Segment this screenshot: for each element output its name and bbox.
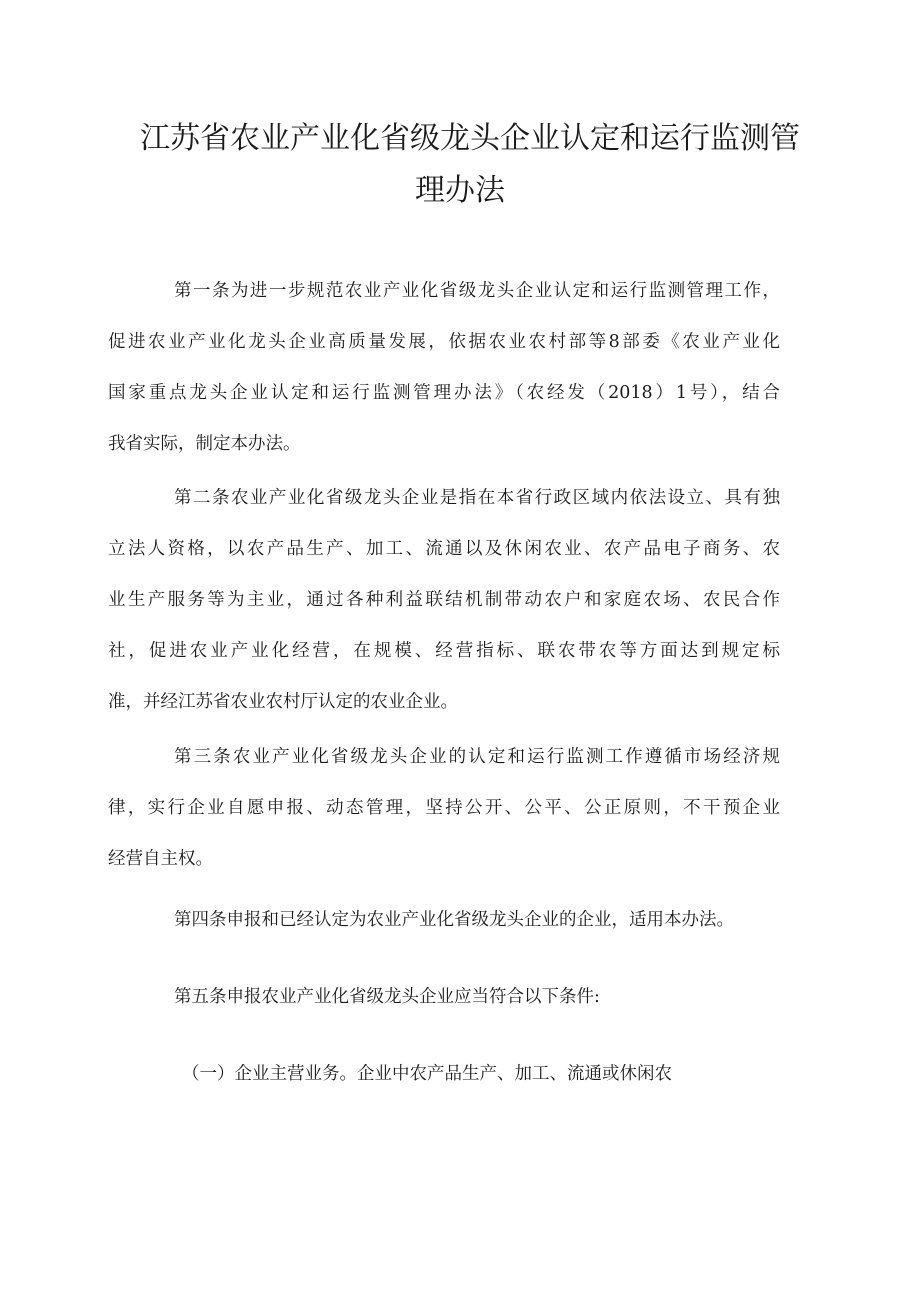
paragraph-line: 经营自主权。: [108, 849, 213, 869]
document-title-line-2: 理办法: [415, 173, 505, 208]
article-2-paragraph: [108, 473, 780, 728]
paragraph-line: 社，促进农业产业化经营，在规模、经营指标、联农带农等方面达到规定标: [108, 641, 780, 661]
paragraph-line: 第五条申报农业产业化省级龙头企业应当符合以下条件:: [174, 987, 600, 1007]
article-4-paragraph: [108, 895, 780, 946]
paragraph-line: 我省实际，制定本办法。: [108, 434, 301, 454]
article-3-paragraph: [108, 732, 780, 885]
paragraph-line: 促进农业产业化龙头企业高质量发展，依据农业农村部等8部委《农业产业化: [108, 332, 780, 352]
paragraph-line: 第四条申报和已经认定为农业产业化省级龙头企业的企业，适用本办法。: [174, 910, 734, 930]
paragraph-line: 律，实行企业自愿申报、动态管理，坚持公开、公平、公正原则，不干预企业: [108, 798, 780, 818]
paragraph-line: 第三条农业产业化省级龙头企业的认定和运行监测工作遵循市场经济规: [174, 747, 780, 767]
paragraph-line: 立法人资格，以农产品生产、加工、流通以及休闲农业、农产品电子商务、农: [108, 539, 780, 559]
document-title-line-1: 江苏省农业产业化省级龙头企业认定和运行监测管: [140, 121, 800, 156]
item-1-paragraph: [108, 1049, 780, 1100]
article-5-paragraph: [108, 972, 780, 1023]
article-1-paragraph: [108, 266, 780, 470]
paragraph-line: 业生产服务等为主业，通过各种利益联结机制带动农户和家庭农场、农民合作: [108, 590, 780, 610]
paragraph-line: 第二条农业产业化省级龙头企业是指在本省行政区域内依法设立、具有独: [174, 488, 780, 508]
paragraph-line: 国家重点龙头企业认定和运行监测管理办法》（农经发（2018）1号），结合: [108, 383, 780, 403]
paragraph-line: 第一条为进一步规范农业产业化省级龙头企业认定和运行监测管理工作，: [174, 281, 780, 301]
paragraph-line: （一）企业主营业务。企业中农产品生产、加工、流通或休闲农: [182, 1064, 672, 1084]
paragraph-line: 准，并经江苏省农业农村厅认定的农业企业。: [108, 692, 458, 712]
